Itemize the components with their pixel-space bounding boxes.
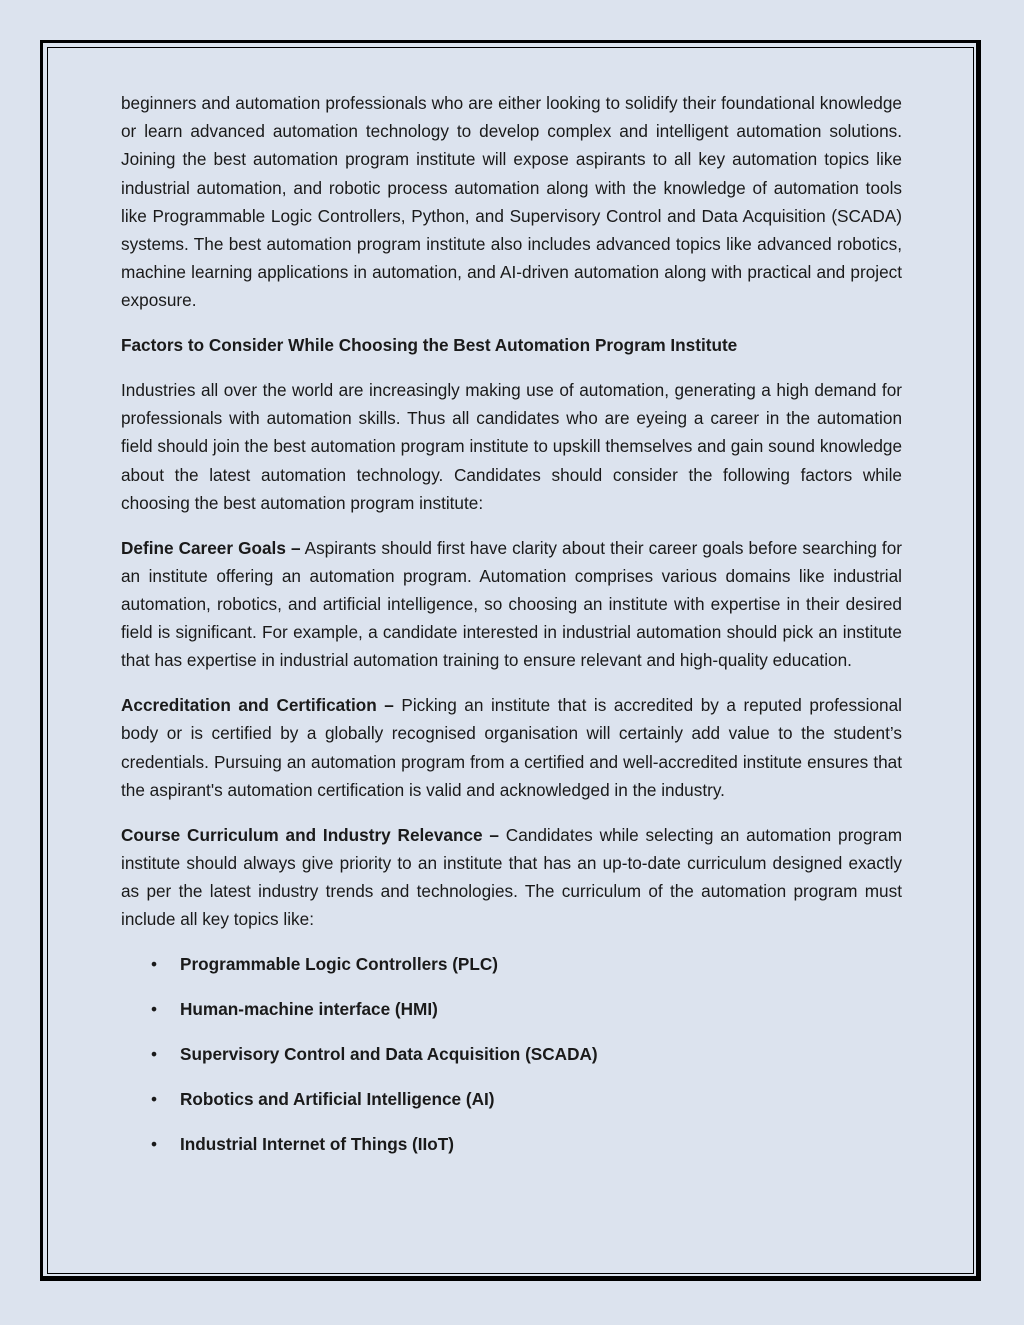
topic-label: Robotics and Artificial Intelligence (AI) [180, 1089, 495, 1110]
list-item [121, 1130, 902, 1158]
topic-label: Industrial Internet of Things (IIoT) [180, 1134, 455, 1155]
factor-title: Accreditation and Certification – [121, 695, 394, 716]
factor-text: Picking an institute that is accredited by a reputed professional body or is certified by a globally recognised organisation will certainly add value to the student’s credentials. Pursuing an automation program from a certified and well-accredited institute ensures that the aspirant's automation certification is valid and acknowledged in the industry. [121, 695, 902, 800]
bullet-icon: • [151, 954, 158, 975]
topic-label: Supervisory Control and Data Acquisition (SCADA) [180, 1044, 598, 1065]
list-item [121, 995, 902, 1023]
factor-career-goals [121, 534, 902, 675]
bullet-icon: • [151, 999, 158, 1020]
intro-paragraph: beginners and automation professionals who are either looking to solidify their foundational knowledge or learn advanced automation technology to develop complex and intelligent automation solutions. Joining the best automation program institute will expose aspirants to all key automation topics like industrial automation, and robotic process automation along with the knowledge of automation tools like Programmable Logic Controllers, Python, and Supervisory Control and Data Acquisition (SCADA) systems. The best automation program institute also includes advanced topics like advanced robotics, machine learning applications in automation, and AI-driven automation along with practical and project exposure. [121, 93, 902, 311]
list-item [121, 950, 902, 978]
factor-title: Course Curriculum and Industry Relevance – [121, 824, 499, 845]
topic-label: Human-machine interface (HMI) [180, 999, 438, 1020]
section-heading: Factors to Consider While Choosing the Best Automation Program Institute [121, 335, 738, 356]
factor-text: Candidates while selecting an automation program institute should always give priority to an institute that has an up-to-date curriculum designed exactly as per the latest industry trends and technologies. The curriculum of the automation program must include all key topics like: [121, 824, 903, 930]
factor-curriculum [121, 821, 902, 934]
list-item [121, 1085, 902, 1113]
factor-accreditation [121, 691, 902, 804]
document-body [121, 89, 902, 1175]
bullet-icon: • [151, 1044, 158, 1065]
topics-list [121, 950, 902, 1158]
topic-label: Programmable Logic Controllers (PLC) [180, 954, 499, 975]
list-item [121, 1040, 902, 1068]
factor-title: Define Career Goals – [121, 537, 301, 558]
bullet-icon: • [151, 1134, 158, 1155]
bullet-icon: • [151, 1089, 158, 1110]
factor-text: Aspirants should first have clarity about their career goals before searching for an institute offering an automation program. Automation comprises various domains like industrial automation, robotics, and artificial intelligence, so choosing an institute with expertise in their desired field is significant. For example, a candidate interested in industrial automation should pick an institute that has expertise in industrial automation training to ensure relevant and high-quality education. [121, 537, 902, 671]
section-intro-paragraph: Industries all over the world are increasingly making use of automation, generating a high demand for professionals with automation skills. Thus all candidates who are eyeing a career in the automation field should join the best automation program institute to upskill themselves and gain sound knowledge about the latest automation technology. Candidates should consider the following factors while choosing the best automation program institute: [121, 380, 902, 513]
